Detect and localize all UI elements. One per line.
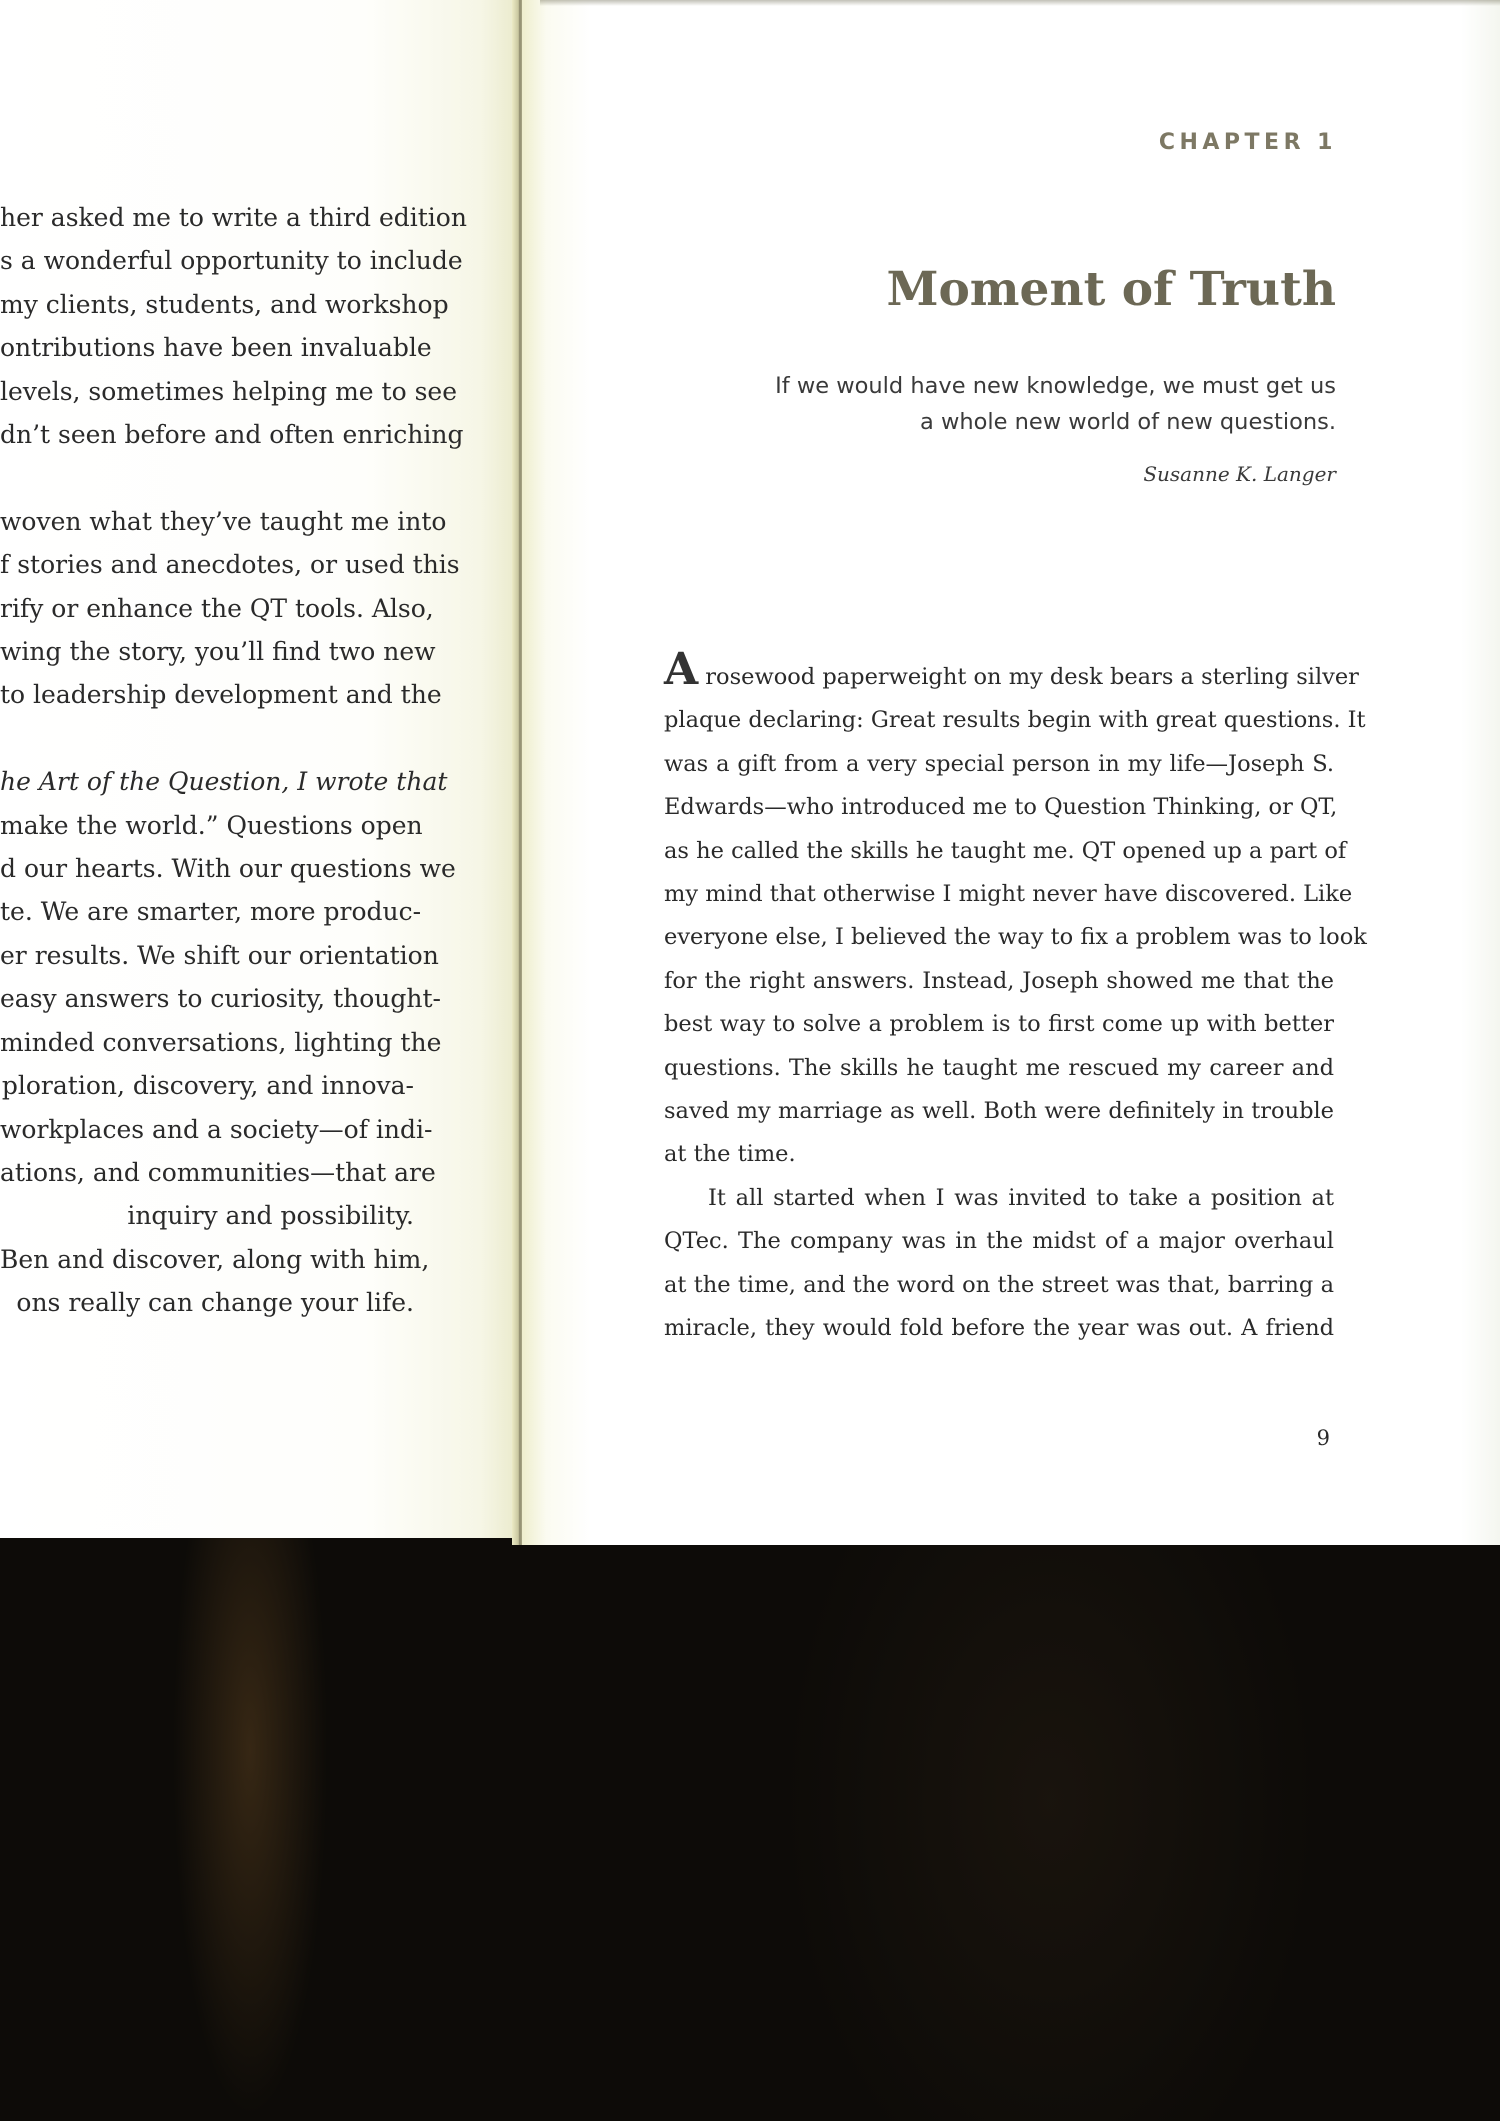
body-line: at the time, and the word on the street was that, barring a bbox=[664, 1271, 1334, 1298]
left-page bbox=[0, 0, 522, 1538]
text-line: minded conversations, lighting the bbox=[0, 1027, 442, 1057]
text-line: make the world.” Questions open bbox=[0, 810, 423, 840]
text-line: levels, sometimes helping me to see bbox=[0, 376, 457, 406]
chapter-title: Moment of Truth bbox=[886, 262, 1336, 317]
body-line: everyone else, I believed the way to fix a problem was to look bbox=[664, 924, 1367, 951]
body-line: as he called the skills he taught me. QT opened up a part of bbox=[664, 837, 1347, 864]
page-number: 9 bbox=[1316, 1426, 1330, 1450]
epigraph-attribution: Susanne K. Langer bbox=[1143, 462, 1336, 486]
body-line: at the time. bbox=[664, 1141, 796, 1168]
text-line: woven what they’ve taught me into bbox=[0, 506, 447, 536]
text-line: her asked me to write a third edition bbox=[0, 203, 467, 232]
text-line: Ben and discover, along with him, bbox=[0, 1244, 430, 1274]
paragraph-gap bbox=[0, 717, 414, 760]
text-line: d our hearts. With our questions we bbox=[0, 854, 456, 884]
left-page-text bbox=[0, 196, 467, 1325]
body-line: was a gift from a very special person in my life—Joseph S. bbox=[664, 750, 1334, 777]
text-line: f stories and anecdotes, or used this bbox=[0, 550, 460, 580]
body-line: Edwards—who introduced me to Question Thinking, or QT, bbox=[664, 794, 1338, 821]
epigraph-line: a whole new world of new questions. bbox=[920, 409, 1336, 435]
text-line: ploration, discovery, and innova- bbox=[1, 1071, 414, 1101]
body-line: plaque declaring: Great results begin with great questions. It bbox=[664, 707, 1366, 734]
body-line: for the right answers. Instead, Joseph showed me that the bbox=[664, 967, 1334, 994]
chapter-body bbox=[664, 644, 1367, 1351]
epigraph-line: If we would have new knowledge, we must get us bbox=[775, 373, 1336, 399]
text-line: my clients, students, and workshop bbox=[0, 289, 449, 319]
text-line: he Art of the Question, I wrote that bbox=[0, 767, 448, 797]
body-line: best way to solve a problem is to first come up with better bbox=[664, 1011, 1334, 1038]
page-top-shadow bbox=[540, 0, 1500, 6]
body-line: my mind that otherwise I might never have discovered. Like bbox=[664, 881, 1353, 908]
text-line: rify or enhance the QT tools. Also, bbox=[0, 593, 434, 623]
text-line: to leadership development and the bbox=[0, 680, 442, 710]
text-line: s a wonderful opportunity to include bbox=[0, 246, 463, 276]
text-line: ations, and communities—that are bbox=[0, 1157, 436, 1187]
text-line: dn’t seen before and often enriching bbox=[0, 420, 464, 450]
text-line: er results. We shift our orientation bbox=[0, 940, 439, 970]
body-line: QTec. The company was in the midst of a major overhaul bbox=[664, 1228, 1334, 1255]
text-line: workplaces and a society—of indi- bbox=[0, 1114, 433, 1144]
body-line: saved my marriage as well. Both were definitely in trouble bbox=[664, 1098, 1334, 1125]
drop-cap: A bbox=[664, 644, 699, 695]
text-line: easy answers to curiosity, thought- bbox=[0, 984, 441, 1014]
body-line bbox=[664, 644, 1359, 699]
text-line: ons really can change your life. bbox=[16, 1288, 414, 1318]
text-line: te. We are smarter, more produc- bbox=[0, 897, 422, 927]
text-line: ontributions have been invaluable bbox=[0, 333, 432, 363]
body-line: It all started when I was invited to take a position at bbox=[708, 1184, 1334, 1211]
body-line-text: rosewood paperweight on my desk bears a sterling silver bbox=[698, 664, 1359, 690]
body-line: questions. The skills he taught me rescued my career and bbox=[664, 1054, 1334, 1081]
epigraph bbox=[0, 368, 1336, 440]
chapter-label: CHAPTER 1 bbox=[1158, 130, 1337, 155]
text-line: wing the story, you’ll find two new bbox=[0, 637, 436, 667]
text-line: inquiry and possibility. bbox=[127, 1201, 414, 1231]
body-line: miracle, they would fold before the year was out. A friend bbox=[664, 1315, 1334, 1342]
